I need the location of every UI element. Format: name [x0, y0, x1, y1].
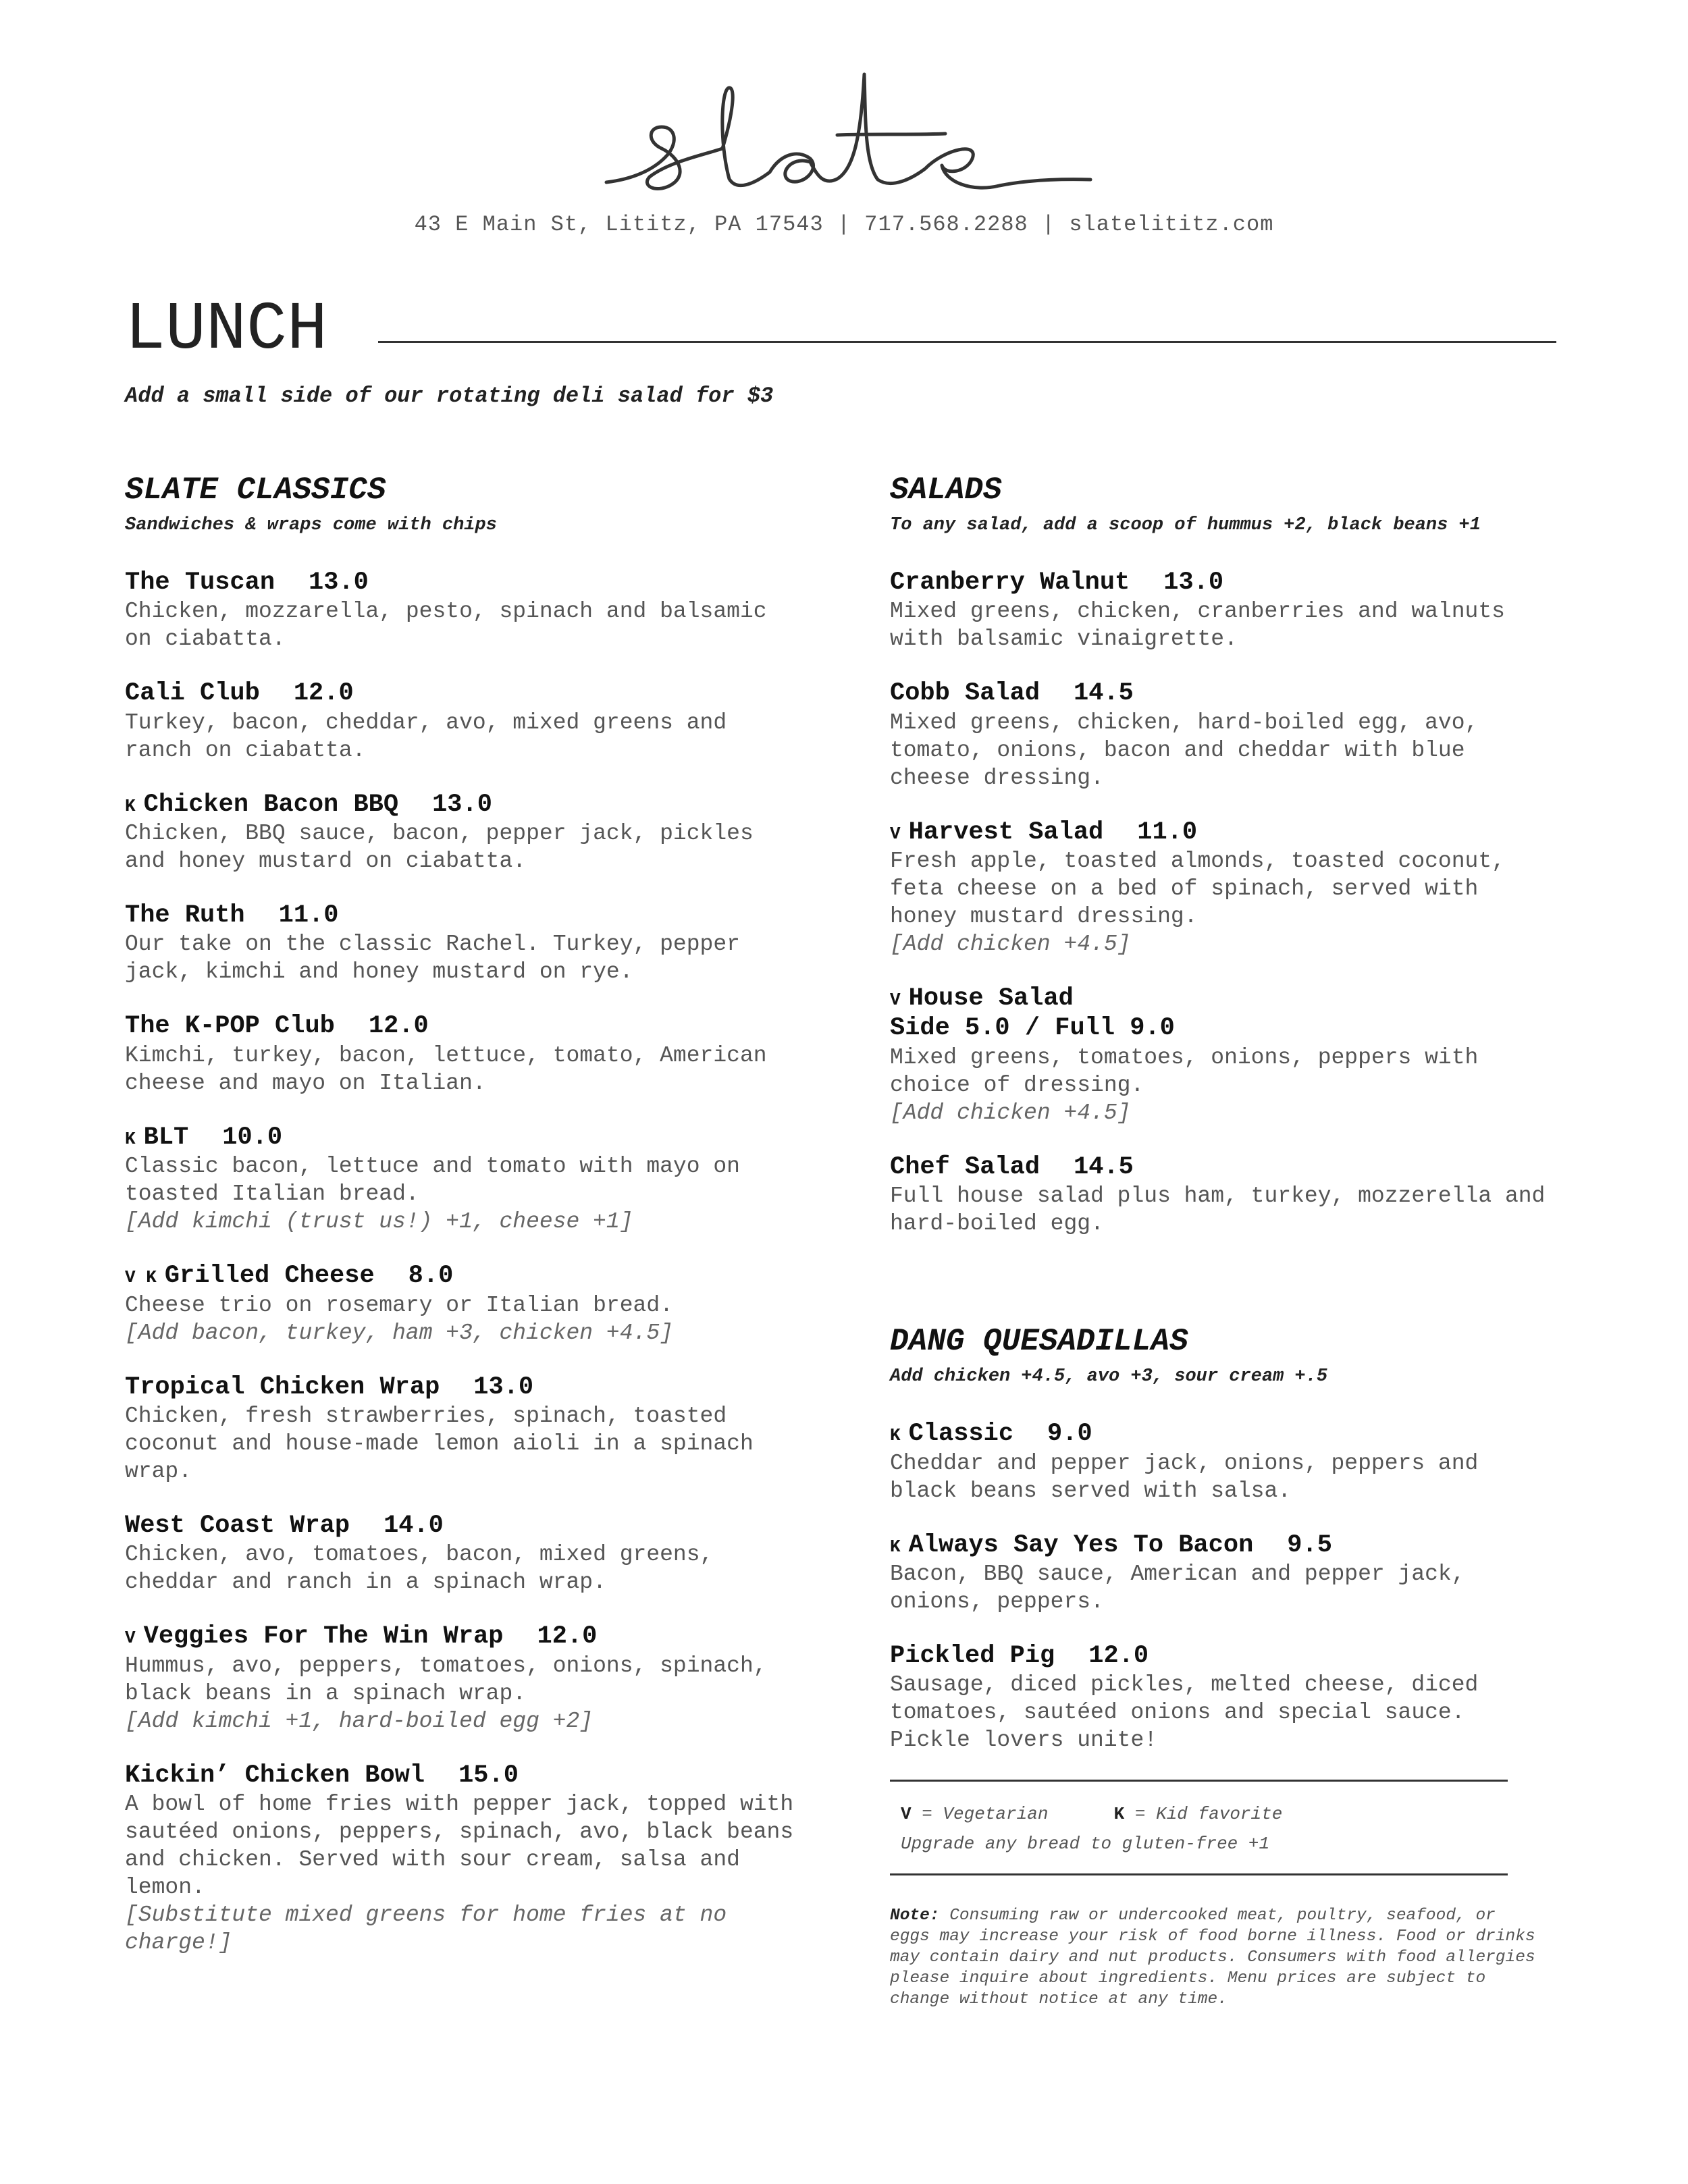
- menu-item-header: [890, 1530, 1552, 1560]
- menu-item: [125, 1011, 800, 1096]
- menu-item-name: BLT: [143, 1123, 189, 1152]
- menu-item: [890, 678, 1552, 791]
- title-divider: [378, 341, 1556, 343]
- menu-item: [125, 1123, 800, 1235]
- menu-item-price: 12.0: [537, 1622, 598, 1651]
- menu-item-name: West Coast Wrap: [125, 1512, 350, 1541]
- menu-item-price: 11.0: [1137, 818, 1198, 847]
- menu-item-price: 10.0: [222, 1123, 283, 1152]
- menu-item-price: 13.0: [309, 568, 369, 597]
- slate-logo: [594, 47, 1094, 196]
- slate-logo-script: [594, 47, 1094, 196]
- menu-item-name: The Tuscan: [125, 568, 275, 597]
- menu-item-marks: K: [890, 1536, 901, 1557]
- legend-bottom-rule: [890, 1873, 1508, 1875]
- menu-item: [125, 1622, 800, 1734]
- menu-item-name: Cobb Salad: [890, 679, 1040, 708]
- menu-item-price: 15.0: [458, 1761, 519, 1790]
- menu-item-header: [125, 1761, 800, 1790]
- menu-item-name: Classic: [908, 1420, 1014, 1449]
- menu-item-name: Harvest Salad: [908, 818, 1104, 847]
- menu-item-description: Mixed greens, chicken, hard-boiled egg, avo, tomato, onions, bacon and cheddar with blue cheese dressing.: [890, 710, 1479, 791]
- menu-item-addon: [Add bacon, turkey, ham +3, chicken +4.5]: [125, 1320, 673, 1346]
- menu-item: [125, 901, 800, 986]
- menu-item-price: 14.0: [384, 1512, 444, 1541]
- menu-item-marks: V K: [125, 1267, 157, 1288]
- menu-item-name: Always Say Yes To Bacon: [908, 1530, 1254, 1560]
- menu-item-price: 13.0: [1163, 568, 1224, 597]
- menu-item-description: A bowl of home fries with pepper jack, topped with sautéed onions, peppers, spinach, avo, black beans and chicken. Served with sour cream, salsa and lemon.: [125, 1792, 794, 1900]
- legend-v-text: = Vegetarian: [922, 1804, 1049, 1825]
- menu-item-price: 13.0: [432, 790, 492, 819]
- classics-list: [125, 568, 800, 1956]
- menu-item-description: Full house salad plus ham, turkey, mozzerella and hard-boiled egg.: [890, 1183, 1546, 1237]
- menu-item-header: [125, 1622, 800, 1651]
- menu-item: [890, 568, 1552, 653]
- menu-item: [125, 1261, 800, 1346]
- menu-item-header: [125, 790, 800, 820]
- menu-item-description: Chicken, BBQ sauce, bacon, pepper jack, pickles and honey mustard on ciabatta.: [125, 821, 754, 874]
- menu-item-description: Hummus, avo, peppers, tomatoes, onions, spinach, black beans in a spinach wrap.: [125, 1653, 767, 1706]
- menu-item-description: Chicken, avo, tomatoes, bacon, mixed greens, cheddar and ranch in a spinach wrap.: [125, 1542, 714, 1595]
- section-spacer: [890, 1263, 1552, 1324]
- menu-item-description: Fresh apple, toasted almonds, toasted coconut, feta cheese on a bed of spinach, served with honey mustard dressing.: [890, 849, 1505, 930]
- menu-item-addon: [Add chicken +4.5]: [890, 1100, 1131, 1125]
- menu-item-description: Kimchi, turkey, bacon, lettuce, tomato, American cheese and mayo on Italian.: [125, 1042, 767, 1096]
- menu-item-description: Turkey, bacon, cheddar, avo, mixed greens and ranch on ciabatta.: [125, 710, 727, 763]
- menu-item-addon: [Add chicken +4.5]: [890, 932, 1131, 957]
- menu-item-marks: K: [125, 1128, 136, 1149]
- left-column: [125, 473, 800, 1982]
- menu-item-name: Grilled Cheese: [164, 1262, 375, 1291]
- menu-item-price: 14.5: [1074, 679, 1134, 708]
- legend-k-key: K: [1113, 1804, 1125, 1825]
- menu-item-name: House Salad: [908, 984, 1074, 1013]
- menu-item: [125, 1761, 800, 1956]
- menu-item-description: Cheese trio on rosemary or Italian bread.: [125, 1292, 673, 1318]
- menu-item-price: 12.0: [293, 679, 354, 708]
- menu-item-description: Our take on the classic Rachel. Turkey, pepper jack, kimchi and honey mustard on rye.: [125, 932, 740, 985]
- restaurant-address: 43 E Main St, Lititz, PA 17543 | 717.568.2288 | slatelititz.com: [414, 212, 1274, 237]
- legend-k-text: = Kid favorite: [1134, 1804, 1283, 1825]
- menu-item-marks: V: [125, 1628, 136, 1649]
- menu-subtitle: Add a small side of our rotating deli salad for $3: [125, 383, 774, 408]
- menu-item-header: [125, 1373, 800, 1402]
- menu-item-description: Chicken, mozzarella, pesto, spinach and balsamic on ciabatta.: [125, 599, 767, 652]
- legend-box: [890, 1782, 1552, 1873]
- menu-item-header: [890, 1419, 1552, 1449]
- menu-item-header: [890, 1641, 1552, 1671]
- note-label: Note:: [890, 1907, 940, 1925]
- allergy-note: [890, 1905, 1538, 2010]
- menu-item: [890, 1152, 1552, 1237]
- menu-item-description: Bacon, BBQ sauce, American and pepper jack, onions, peppers.: [890, 1561, 1465, 1614]
- section-subtitle-quesadillas: Add chicken +4.5, avo +3, sour cream +.5: [890, 1366, 1328, 1387]
- legend-gluten-free: Upgrade any bread to gluten-free +1: [901, 1834, 1270, 1855]
- menu-item: [125, 678, 800, 764]
- menu-item-price: 11.0: [278, 901, 339, 930]
- menu-item-name: Kickin’ Chicken Bowl: [125, 1761, 425, 1790]
- menu-item-description: Classic bacon, lettuce and tomato with mayo on toasted Italian bread.: [125, 1154, 740, 1207]
- menu-item-addon: [Add kimchi +1, hard-boiled egg +2]: [125, 1708, 594, 1734]
- menu-item-price: 9.5: [1287, 1530, 1332, 1560]
- menu-item-description: Mixed greens, chicken, cranberries and walnuts with balsamic vinaigrette.: [890, 599, 1505, 652]
- menu-item: [125, 1511, 800, 1596]
- menu-item-name: The Ruth: [125, 901, 245, 930]
- menu-item-price: 14.5: [1074, 1152, 1134, 1181]
- menu-item-header: [890, 678, 1552, 708]
- menu-item-name: Tropical Chicken Wrap: [125, 1373, 440, 1402]
- menu-item-price: 12.0: [1088, 1641, 1149, 1670]
- menu-item-header: [125, 568, 800, 597]
- menu-item-name: Cali Club: [125, 679, 260, 708]
- menu-item: [125, 1373, 800, 1485]
- menu-item: [125, 568, 800, 653]
- menu-item-header: [890, 568, 1552, 597]
- menu-item-name: Cranberry Walnut: [890, 568, 1130, 597]
- menu-item: [890, 984, 1552, 1127]
- menu-item-marks: V: [890, 990, 901, 1011]
- menu-item: [125, 790, 800, 875]
- section-title-classics: SLATE CLASSICS: [125, 473, 386, 508]
- menu-item: [890, 818, 1552, 958]
- menu-item: [890, 1530, 1552, 1616]
- right-column: [890, 473, 1552, 2010]
- menu-item-marks: V: [890, 823, 901, 844]
- menu-item-name: Pickled Pig: [890, 1641, 1055, 1670]
- section-subtitle-salads: To any salad, add a scoop of hummus +2, black beans +1: [890, 514, 1481, 535]
- menu-item-addon: [Substitute mixed greens for home fries at no charge!]: [125, 1902, 727, 1956]
- menu-item-description: Chicken, fresh strawberries, spinach, toasted coconut and house-made lemon aioli in a spinach wrap.: [125, 1404, 754, 1485]
- menu-item-name: Veggies For The Win Wrap: [143, 1622, 504, 1651]
- menu-item-price: 9.0: [1047, 1420, 1092, 1449]
- legend-v-key: V: [901, 1804, 912, 1825]
- menu-item-header: [125, 901, 800, 930]
- menu-item-description: Mixed greens, tomatoes, onions, peppers with choice of dressing.: [890, 1044, 1479, 1098]
- menu-item-header: [890, 1152, 1552, 1182]
- menu-item-addon: [Add kimchi (trust us!) +1, cheese +1]: [125, 1209, 633, 1235]
- quesadillas-list: [890, 1419, 1552, 1754]
- menu-item-name: Chef Salad: [890, 1152, 1040, 1181]
- menu-item-header: [125, 1123, 800, 1152]
- menu-item-marks: K: [125, 795, 136, 816]
- menu-item-header: [125, 1511, 800, 1541]
- salads-list: [890, 568, 1552, 1237]
- section-subtitle-classics: Sandwiches & wraps come with chips: [125, 514, 497, 535]
- menu-item-header: [125, 678, 800, 708]
- menu-item-marks: K: [890, 1425, 901, 1446]
- menu-item-name: Chicken Bacon BBQ: [143, 790, 399, 819]
- menu-item-name: The K-POP Club: [125, 1012, 335, 1041]
- menu-item: [890, 1641, 1552, 1754]
- menu-title: LUNCH: [125, 292, 328, 369]
- note-text: Consuming raw or undercooked meat, poultry, seafood, or eggs may increase your risk of food borne illness. Food or drinks may contain dairy and nut products. Consumers with food allergies please inquire about ingredients. Menu prices are subject to change without notice at any time.: [890, 1907, 1535, 2009]
- menu-item-price: 12.0: [368, 1012, 429, 1041]
- section-title-salads: SALADS: [890, 473, 1002, 508]
- menu-item-price: 8.0: [408, 1262, 454, 1291]
- menu-item-header: [125, 1261, 800, 1291]
- menu-item-price: Side 5.0 / Full 9.0: [890, 1014, 1175, 1043]
- menu-item-description: Sausage, diced pickles, melted cheese, diced tomatoes, sautéed onions and special sauce. Pickle lovers unite!: [890, 1672, 1479, 1753]
- menu-item-header: [125, 1011, 800, 1041]
- menu-item-price: 13.0: [473, 1373, 534, 1402]
- menu-item-header: [890, 818, 1552, 847]
- menu-item-description: Cheddar and pepper jack, onions, peppers and black beans served with salsa.: [890, 1450, 1479, 1503]
- menu-item-header: [890, 984, 1552, 1044]
- menu-item: [890, 1419, 1552, 1504]
- section-title-quesadillas: DANG QUESADILLAS: [890, 1324, 1188, 1360]
